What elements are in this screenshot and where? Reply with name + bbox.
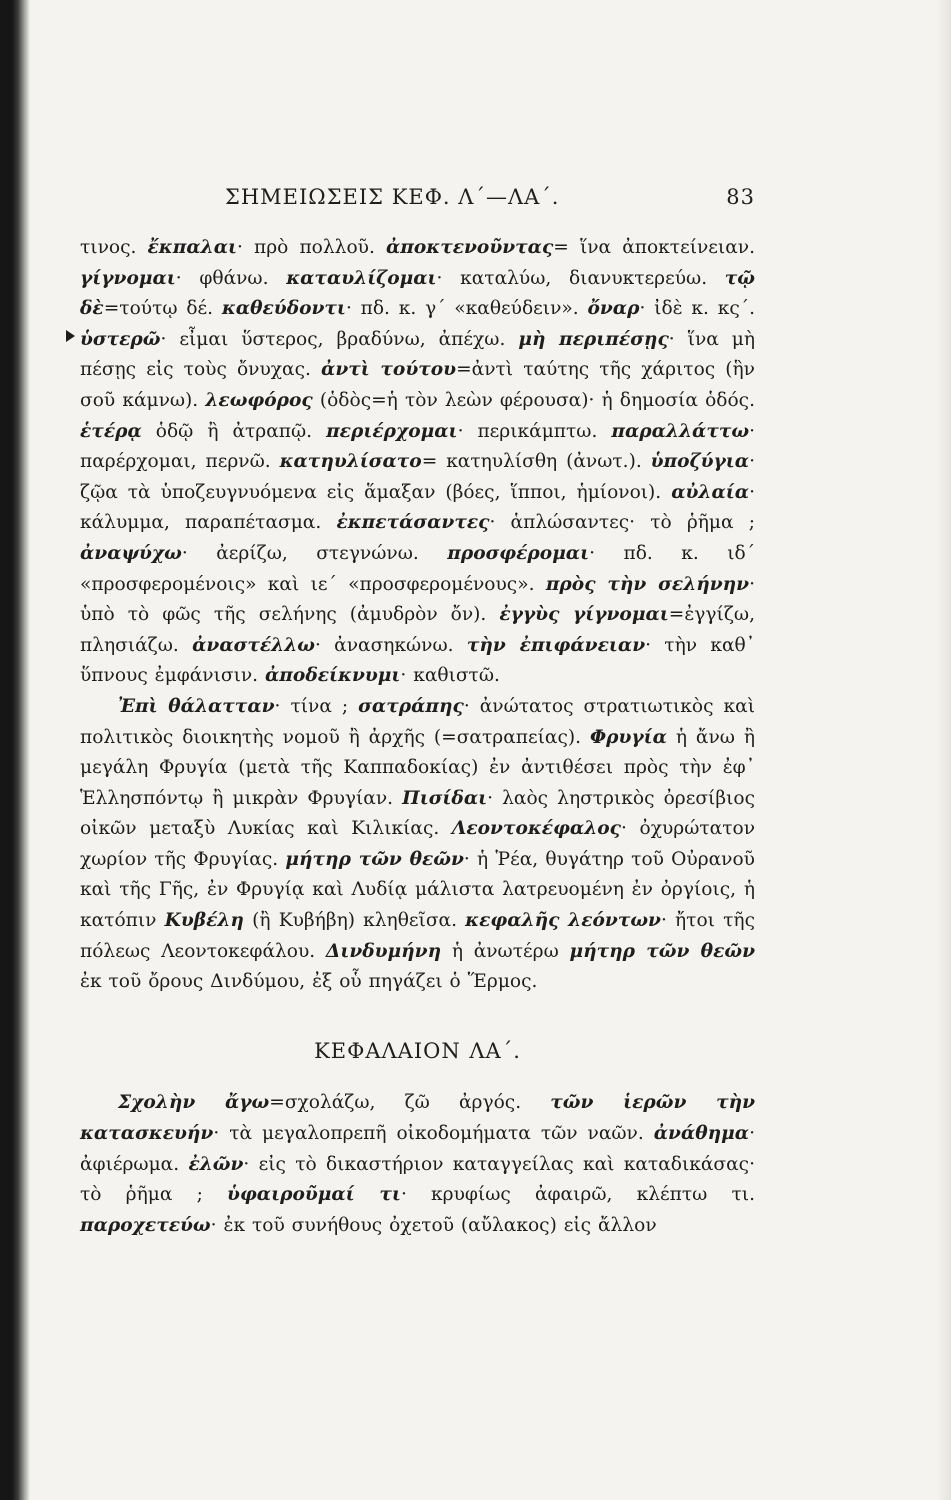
gloss-text: =σχολάζω, ζῶ ἀργός. xyxy=(269,1092,551,1114)
margin-marker-icon xyxy=(66,330,75,342)
running-head-title: ΣΗΜΕΙΩΣΕΙΣ ΚΕΦ. Λ΄—ΛΑ΄. xyxy=(225,185,560,209)
chapter-heading xyxy=(80,1036,755,1067)
keyword: ἑτέρᾳ xyxy=(80,420,142,442)
gloss-text: · κρυφίως ἀφαιρῶ, κλέπτω τι. xyxy=(400,1184,755,1206)
gloss-text: ὁδῷ ἢ ἀτραπῷ. xyxy=(141,420,327,442)
gloss-text: ἐκ τοῦ ὄρους Δινδύμου, ἐξ οὗ πηγάζει ὁ Ἕρμος. xyxy=(80,971,538,993)
gloss-text: · ἰδὲ κ. κς΄. xyxy=(639,298,755,320)
keyword: τῷ δὲ xyxy=(80,267,755,320)
gloss-text: · παρέρχομαι, περνῶ. xyxy=(80,420,755,473)
keyword: προσφέρομαι xyxy=(447,542,590,564)
gloss-text: · ζῷα τὰ ὑποζευγνυόμενα εἰς ἅμαξαν (βόες, ἵπποι, ἡμίονοι). xyxy=(80,451,755,503)
keyword: ἐλῶν xyxy=(188,1153,244,1175)
keyword: περιέρχομαι xyxy=(326,420,458,442)
gloss-text: · καθιστῶ. xyxy=(400,665,500,687)
gloss-text: · πδ. κ. γ΄ «καθεύδειν». xyxy=(345,298,588,320)
page-number: 83 xyxy=(726,185,755,209)
keyword: κατηυλίσατο xyxy=(279,451,422,473)
keyword: ἐγγὺς γίγνομαι xyxy=(499,604,669,626)
keyword: ἀντὶ τούτου xyxy=(321,359,457,381)
gloss-text: τινος. xyxy=(80,237,148,258)
page-edge xyxy=(937,0,951,1500)
keyword: Σχολὴν ἄγω xyxy=(118,1092,270,1114)
gloss-text: · πρὸ πολλοῦ. xyxy=(237,237,386,258)
gloss-text: · ἀνώτατος στρατιωτικὸς καὶ πολιτικὸς διοικητὴς νομοῦ ἢ ἀρχῆς (=σατραπείας). xyxy=(80,695,755,748)
gloss-text: =τούτῳ δέ. xyxy=(103,298,222,320)
gloss-text: · περικάμπτω. xyxy=(457,420,612,442)
keyword: ὄναρ xyxy=(587,298,640,320)
keyword: ἀποκτενοῦντας xyxy=(385,237,554,258)
keyword: κεφαλῆς λεόντων xyxy=(465,910,661,932)
gloss-text: = κατηυλίσθη (ἀνωτ.). xyxy=(421,451,651,473)
keyword: λεωφόρος xyxy=(205,389,313,411)
gloss-text: · τίνα ; xyxy=(274,695,359,717)
gloss-text: · φθάνω. xyxy=(175,267,287,289)
paragraph xyxy=(80,233,755,692)
keyword: ὑφαιροῦμαί τι xyxy=(227,1184,401,1206)
keyword: ἐκπετάσαντες xyxy=(336,512,490,534)
gloss-text: · εἰς τὸ δικαστήριον καταγγείλας καὶ καταδικάσας· τὸ ῥῆμα ; xyxy=(80,1153,755,1206)
keyword: πρὸς τὴν σελήνην xyxy=(545,573,750,595)
gloss-text: · τὴν καθ᾽ ὕπνους ἐμφάνισιν. xyxy=(80,634,755,687)
gloss-text: · ἀφιέρωμα. xyxy=(80,1123,755,1175)
keyword: μήτηρ τῶν θεῶν xyxy=(569,940,755,962)
gloss-text: · πδ. κ. ιδ΄ «προσφερομένοις» καὶ ιε΄ «προσφερομένους». xyxy=(80,542,755,595)
keyword: ὑστερῶ xyxy=(80,328,161,350)
running-head xyxy=(225,185,755,219)
gloss-text: · λαὸς ληστρικὸς ὀρεσίβιος οἰκῶν μεταξὺ Λυκίας καὶ Κιλικίας. xyxy=(80,787,755,840)
keyword: ἀναστέλλω xyxy=(192,634,315,656)
gloss-text: · ὑπὸ τὸ φῶς τῆς σελήνης (ἀμυδρὸν ὄν). xyxy=(80,573,755,626)
keyword: ἀνάθημα xyxy=(653,1123,750,1145)
gloss-text: (ἢ Κυβήβη) κληθεῖσα. xyxy=(243,910,466,932)
gloss-text: =ἐγγίζω, πλησιάζω. xyxy=(80,604,755,656)
gloss-text: = ἵνα ἀποκτείνειαν. xyxy=(553,237,755,258)
gloss-text: · ὀχυρώτατον χωρίον τῆς Φρυγίας. xyxy=(80,818,755,870)
keyword: παραλλάττω xyxy=(611,420,750,442)
book-spine-shadow xyxy=(0,0,30,1500)
gloss-text: · ἵνα μὴ πέσῃς εἰς τοὺς ὄνυχας. xyxy=(80,328,755,381)
gloss-text: · καταλύω, διανυκτερεύω. xyxy=(436,267,725,289)
keyword: Δινδυμήνη xyxy=(325,940,442,962)
gloss-text: (ὁδὸς=ἡ τὸν λεὼν φέρουσα)· ἡ δημοσία ὁδός. xyxy=(312,389,756,411)
gloss-text: · ἀνασηκώνω. xyxy=(314,634,467,656)
keyword: Ἐπὶ θάλατταν xyxy=(118,695,275,717)
keyword: αὐλαία xyxy=(671,481,750,503)
gloss-text: · κάλυμμα, παραπέτασμα. xyxy=(80,481,755,534)
keyword: τὴν ἐπιφάνειαν xyxy=(466,634,646,656)
keyword: μήτηρ τῶν θεῶν xyxy=(285,848,464,870)
gloss-text: · ἐκ τοῦ συνήθους ὀχετοῦ (αὔλακος) εἰς ἄλλον xyxy=(210,1214,657,1236)
gloss-text: ἡ ἀνωτέρω xyxy=(441,940,570,962)
keyword: Φρυγία xyxy=(589,726,667,748)
gloss-text: · ἡ Ῥέα, θυγάτηρ τοῦ Οὐρανοῦ καὶ τῆς Γῆς, ἐν Φρυγίᾳ καὶ Λυδίᾳ μάλιστα λατρευομένη ἐν ὀργίοις, ἡ κατόπιν xyxy=(80,848,755,932)
body-text xyxy=(80,233,755,1241)
keyword: τῶν ἱερῶν τὴν κατασκευήν xyxy=(80,1092,755,1145)
paragraph xyxy=(80,692,755,998)
gloss-text: · ἁπλώσαντες· τὸ ῥῆμα ; xyxy=(489,512,755,534)
gloss-text: · τὰ μεγαλοπρεπῆ οἰκοδομήματα τῶν ναῶν. xyxy=(213,1123,654,1145)
gloss-text: ἡ ἄνω ἢ μεγάλη Φρυγία (μετὰ τῆς Καππαδοκίας) ἐν ἀντιθέσει πρὸς τὴν ἐφ᾽ Ἑλλησπόντῳ ἢ μικρὰν Φρυγίαν. xyxy=(80,726,755,809)
keyword: καταυλίζομαι xyxy=(286,267,437,289)
keyword: γίγνομαι xyxy=(80,267,176,289)
keyword: παροχετεύω xyxy=(80,1214,211,1236)
keyword: μὴ περιπέσῃς xyxy=(518,328,669,350)
keyword: καθεύδοντι xyxy=(221,298,346,320)
gloss-text: · ἤτοι τῆς πόλεως Λεοντοκεφάλου. xyxy=(80,910,755,962)
keyword: Πισίδαι xyxy=(402,787,488,809)
gloss-text: · εἶμαι ὕστερος, βραδύνω, ἀπέχω. xyxy=(160,328,519,350)
keyword: ὑποζύγια xyxy=(650,451,750,473)
paragraph xyxy=(80,1088,755,1241)
keyword: σατράπης xyxy=(358,695,464,717)
keyword: Κυβέλη xyxy=(164,910,244,932)
keyword: ἀποδείκνυμι xyxy=(265,665,401,687)
gloss-text: · ἀερίζω, στεγνώνω. xyxy=(181,542,448,564)
gloss-text: =ἀντὶ ταύτης τῆς χάριτος (ἣν σοῦ κάμνω). xyxy=(80,359,755,411)
keyword: Λεοντοκέφαλος xyxy=(451,818,621,840)
gloss-text: ΚΕΦΑΛΑΙΟΝ ΛΑ΄. xyxy=(314,1038,521,1063)
keyword: ἀναψύχω xyxy=(80,542,182,564)
keyword: ἔκπαλαι xyxy=(147,237,238,258)
